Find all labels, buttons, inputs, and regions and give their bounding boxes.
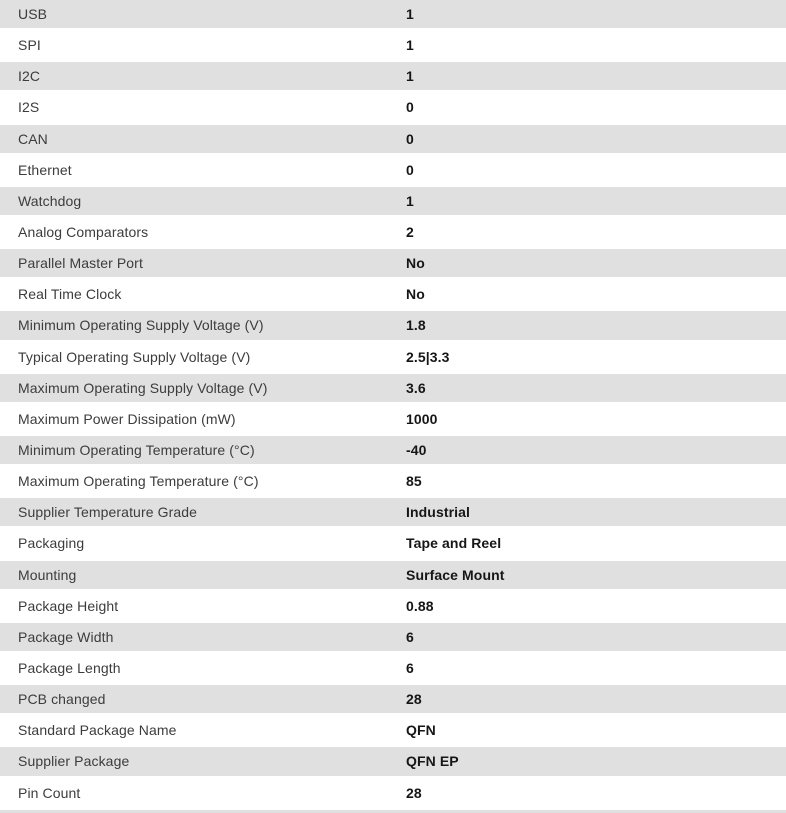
- spec-label: Parallel Master Port: [18, 255, 143, 272]
- table-row: [0, 280, 786, 311]
- spec-value: No: [406, 286, 425, 303]
- table-row: [0, 716, 786, 747]
- spec-value: 1000: [406, 410, 438, 427]
- table-row: [0, 311, 786, 342]
- table-row: [0, 31, 786, 62]
- spec-label: Maximum Operating Temperature (°C): [18, 473, 259, 490]
- spec-label: I2C: [18, 68, 41, 85]
- spec-value: Industrial: [406, 504, 471, 521]
- spec-label: Package Width: [18, 628, 114, 645]
- table-row: [0, 779, 786, 810]
- table-row: [0, 374, 786, 405]
- spec-label: CAN: [18, 130, 48, 147]
- table-row: [0, 125, 786, 156]
- spec-label: Mounting: [18, 566, 77, 583]
- table-row: [0, 218, 786, 249]
- table-row: [0, 62, 786, 93]
- spec-value: No: [406, 255, 425, 272]
- spec-value: 28: [406, 691, 422, 708]
- table-row: [0, 561, 786, 592]
- spec-label: SPI: [18, 37, 41, 54]
- spec-value: 1: [406, 37, 414, 54]
- spec-value: -40: [406, 442, 427, 459]
- spec-label: Maximum Operating Supply Voltage (V): [18, 379, 268, 396]
- spec-label: Pin Count: [18, 784, 81, 801]
- spec-label: I2S: [18, 99, 40, 116]
- table-row: [0, 156, 786, 187]
- spec-value: 2.5|3.3: [406, 348, 450, 365]
- spec-label: Typical Operating Supply Voltage (V): [18, 348, 251, 365]
- spec-value: 6: [406, 660, 414, 677]
- spec-label: Supplier Temperature Grade: [18, 504, 197, 521]
- table-row: [0, 529, 786, 560]
- spec-label: Watchdog: [18, 192, 82, 209]
- spec-value: 0: [406, 99, 414, 116]
- table-row: [0, 623, 786, 654]
- spec-value: Surface Mount: [406, 566, 505, 583]
- table-row: [0, 0, 786, 31]
- spec-value: 1.8: [406, 317, 426, 334]
- table-row: [0, 592, 786, 623]
- spec-value: 28: [406, 784, 422, 801]
- table-row: [0, 249, 786, 280]
- spec-label: Package Length: [18, 660, 121, 677]
- table-row: [0, 93, 786, 124]
- spec-value: Tape and Reel: [406, 535, 502, 552]
- spec-value: 1: [406, 192, 414, 209]
- partial-next-row: [0, 810, 786, 813]
- spec-label: Ethernet: [18, 161, 72, 178]
- table-row: [0, 467, 786, 498]
- spec-value: QFN EP: [406, 753, 459, 770]
- spec-value: 3.6: [406, 379, 426, 396]
- spec-label: Supplier Package: [18, 753, 130, 770]
- spec-label: Package Height: [18, 597, 119, 614]
- spec-value: 6: [406, 628, 414, 645]
- spec-value: 0: [406, 161, 414, 178]
- spec-label: Packaging: [18, 535, 85, 552]
- spec-label: Minimum Operating Temperature (°C): [18, 442, 255, 459]
- spec-value: 0.88: [406, 597, 434, 614]
- spec-value: QFN: [406, 722, 436, 739]
- table-row: [0, 498, 786, 529]
- table-row: [0, 654, 786, 685]
- table-row: [0, 436, 786, 467]
- spec-value: 85: [406, 473, 422, 490]
- table-row: [0, 685, 786, 716]
- spec-value: 1: [406, 6, 414, 23]
- spec-label: Minimum Operating Supply Voltage (V): [18, 317, 264, 334]
- spec-label: Real Time Clock: [18, 286, 122, 303]
- table-row: [0, 747, 786, 778]
- spec-label: Maximum Power Dissipation (mW): [18, 410, 236, 427]
- spec-value: 1: [406, 68, 414, 85]
- spec-value: 2: [406, 224, 414, 241]
- table-row: [0, 343, 786, 374]
- spec-label: USB: [18, 6, 48, 23]
- table-row: [0, 187, 786, 218]
- spec-value: 0: [406, 130, 414, 147]
- table-row: [0, 405, 786, 436]
- spec-label: PCB changed: [18, 691, 106, 708]
- spec-label: Standard Package Name: [18, 722, 177, 739]
- spec-label: Analog Comparators: [18, 224, 149, 241]
